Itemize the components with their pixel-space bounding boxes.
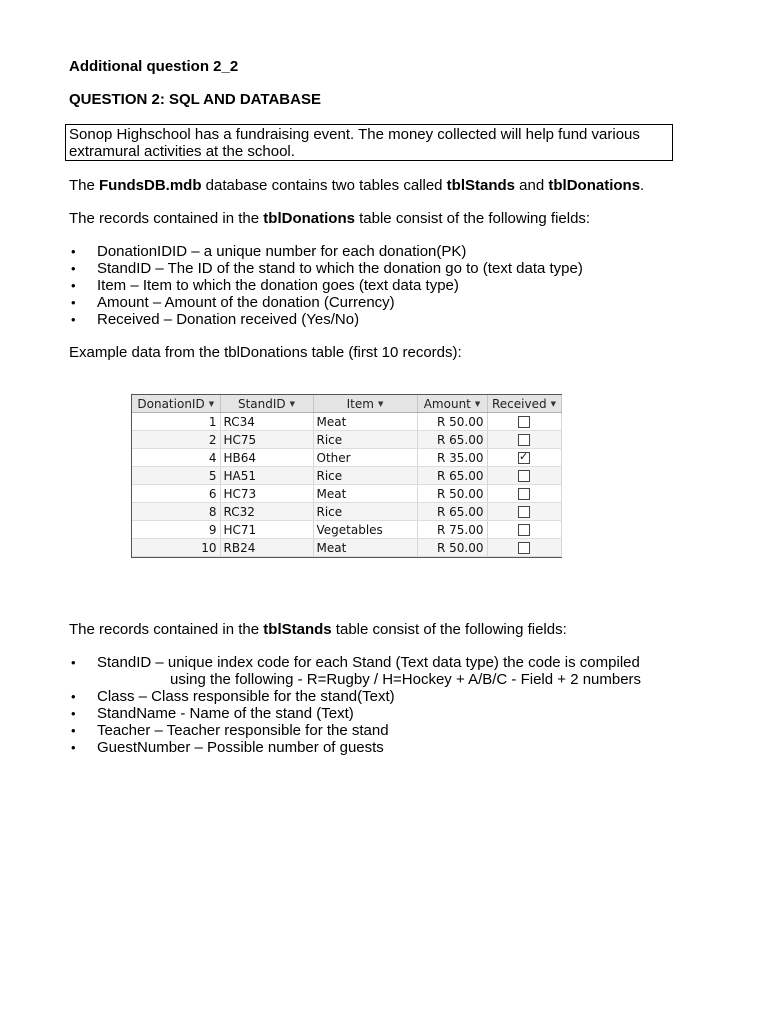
list-item: • StandID – The ID of the stand to which the donation go to (text data type) bbox=[71, 260, 583, 277]
table-row[interactable] bbox=[132, 431, 561, 449]
cell-amount[interactable]: R 35.00 bbox=[417, 449, 487, 467]
cell-donationid[interactable]: 1 bbox=[132, 413, 220, 431]
bullet-icon: • bbox=[71, 740, 76, 755]
heading-question-2: QUESTION 2: SQL AND DATABASE bbox=[69, 91, 321, 108]
column-header-donationid[interactable]: DonationID ▼ bbox=[132, 395, 220, 413]
cell-standid[interactable]: HC75 bbox=[220, 431, 313, 449]
received-checkbox[interactable] bbox=[518, 434, 530, 446]
bullet-icon: • bbox=[71, 295, 76, 310]
table-header-row bbox=[132, 395, 561, 413]
list-item: • DonationIDID – a unique number for each donation(PK) bbox=[71, 243, 467, 260]
column-header-standid[interactable]: StandID ▼ bbox=[220, 395, 313, 413]
bullet-icon: • bbox=[71, 655, 76, 670]
cell-item[interactable]: Rice bbox=[313, 467, 417, 485]
table-name-donations: tblDonations bbox=[548, 177, 641, 194]
cell-item[interactable]: Meat bbox=[313, 539, 417, 557]
cell-amount[interactable]: R 50.00 bbox=[417, 539, 487, 557]
cell-donationid[interactable]: 5 bbox=[132, 467, 220, 485]
list-item: • Item – Item to which the donation goes (text data type) bbox=[71, 277, 459, 294]
list-item: • GuestNumber – Possible number of guests bbox=[71, 739, 384, 756]
cell-item[interactable]: Meat bbox=[313, 413, 417, 431]
db-name: FundsDB.mdb bbox=[99, 177, 202, 194]
cell-item[interactable]: Other bbox=[313, 449, 417, 467]
cell-item[interactable]: Meat bbox=[313, 485, 417, 503]
cell-item[interactable]: Rice bbox=[313, 503, 417, 521]
cell-standid[interactable]: RB24 bbox=[220, 539, 313, 557]
table-row[interactable] bbox=[132, 485, 561, 503]
intro-paragraph: The FundsDB.mdb database contains two tables called tblStands and tblDonations. bbox=[69, 177, 645, 194]
cell-standid[interactable]: HC71 bbox=[220, 521, 313, 539]
sort-arrow-icon: ▼ bbox=[550, 400, 556, 408]
column-header-amount[interactable]: Amount ▼ bbox=[417, 395, 487, 413]
cell-item[interactable]: Rice bbox=[313, 431, 417, 449]
table-row[interactable] bbox=[132, 521, 561, 539]
stands-fields-intro: The records contained in the tblStands table consist of the following fields: bbox=[69, 621, 567, 638]
cell-amount[interactable]: R 50.00 bbox=[417, 485, 487, 503]
cell-amount[interactable]: R 50.00 bbox=[417, 413, 487, 431]
cell-donationid[interactable]: 6 bbox=[132, 485, 220, 503]
received-checkbox[interactable] bbox=[518, 542, 530, 554]
cell-standid[interactable]: HA51 bbox=[220, 467, 313, 485]
bullet-icon: • bbox=[71, 261, 76, 276]
heading-additional-question: Additional question 2_2 bbox=[69, 58, 239, 75]
received-checkbox[interactable] bbox=[518, 524, 530, 536]
bullet-icon: • bbox=[71, 312, 76, 327]
list-item: • StandID – unique index code for each Stand (Text data type) the code is compiled using the following - R=Rugby / H=Hockey + A/B/C - Field + 2 numbers bbox=[71, 654, 642, 688]
donation-fields-list bbox=[69, 243, 689, 328]
column-header-item[interactable]: Item ▼ bbox=[313, 395, 417, 413]
cell-donationid[interactable]: 8 bbox=[132, 503, 220, 521]
cell-received bbox=[487, 521, 561, 539]
table-row[interactable] bbox=[132, 449, 561, 467]
cell-amount[interactable]: R 65.00 bbox=[417, 431, 487, 449]
cell-standid[interactable]: HB64 bbox=[220, 449, 313, 467]
cell-received bbox=[487, 449, 561, 467]
cell-donationid[interactable]: 9 bbox=[132, 521, 220, 539]
received-checkbox-checked[interactable] bbox=[518, 452, 530, 464]
column-header-received[interactable]: Received ▼ bbox=[487, 395, 561, 413]
cell-standid[interactable]: HC73 bbox=[220, 485, 313, 503]
sort-arrow-icon: ▼ bbox=[474, 400, 481, 408]
sort-arrow-icon: ▼ bbox=[289, 400, 296, 408]
table-row[interactable] bbox=[132, 413, 561, 431]
cell-received bbox=[487, 413, 561, 431]
bullet-icon: • bbox=[71, 706, 76, 721]
cell-received bbox=[487, 467, 561, 485]
cell-received bbox=[487, 503, 561, 521]
received-checkbox[interactable] bbox=[518, 506, 530, 518]
list-item: • Teacher – Teacher responsible for the stand bbox=[71, 722, 389, 739]
example-caption: Example data from the tblDonations table (first 10 records): bbox=[69, 344, 462, 361]
sort-arrow-icon: ▼ bbox=[377, 400, 384, 408]
cell-amount[interactable]: R 75.00 bbox=[417, 521, 487, 539]
received-checkbox[interactable] bbox=[518, 470, 530, 482]
cell-donationid[interactable]: 4 bbox=[132, 449, 220, 467]
cell-donationid[interactable]: 10 bbox=[132, 539, 220, 557]
cell-standid[interactable]: RC32 bbox=[220, 503, 313, 521]
list-item: • Class – Class responsible for the stand(Text) bbox=[71, 688, 395, 705]
bullet-icon: • bbox=[71, 689, 76, 704]
stand-fields-list bbox=[69, 654, 689, 756]
bullet-icon: • bbox=[71, 278, 76, 293]
cell-received bbox=[487, 485, 561, 503]
table-name-stands: tblStands bbox=[446, 177, 516, 194]
cell-amount[interactable]: R 65.00 bbox=[417, 503, 487, 521]
bullet-icon: • bbox=[71, 723, 76, 738]
cell-donationid[interactable]: 2 bbox=[132, 431, 220, 449]
donations-fields-intro: The records contained in the tblDonations table consist of the following fields: bbox=[69, 210, 591, 227]
sort-arrow-icon: ▼ bbox=[208, 400, 215, 408]
cell-received bbox=[487, 539, 561, 557]
list-item: • Amount – Amount of the donation (Currency) bbox=[71, 294, 395, 311]
cell-standid[interactable]: RC34 bbox=[220, 413, 313, 431]
list-item: • StandName - Name of the stand (Text) bbox=[71, 705, 354, 722]
received-checkbox[interactable] bbox=[518, 416, 530, 428]
received-checkbox[interactable] bbox=[518, 488, 530, 500]
cell-amount[interactable]: R 65.00 bbox=[417, 467, 487, 485]
cell-item[interactable]: Vegetables bbox=[313, 521, 417, 539]
table-row[interactable] bbox=[132, 467, 561, 485]
bullet-icon: • bbox=[71, 244, 76, 259]
scenario-box: Sonop Highschool has a fundraising event. The money collected will help fund various extramural activities at the school. bbox=[65, 124, 673, 161]
cell-received bbox=[487, 431, 561, 449]
donations-table bbox=[131, 394, 562, 558]
table-row[interactable] bbox=[132, 539, 561, 557]
list-item: • Received – Donation received (Yes/No) bbox=[71, 311, 360, 328]
table-row[interactable] bbox=[132, 503, 561, 521]
